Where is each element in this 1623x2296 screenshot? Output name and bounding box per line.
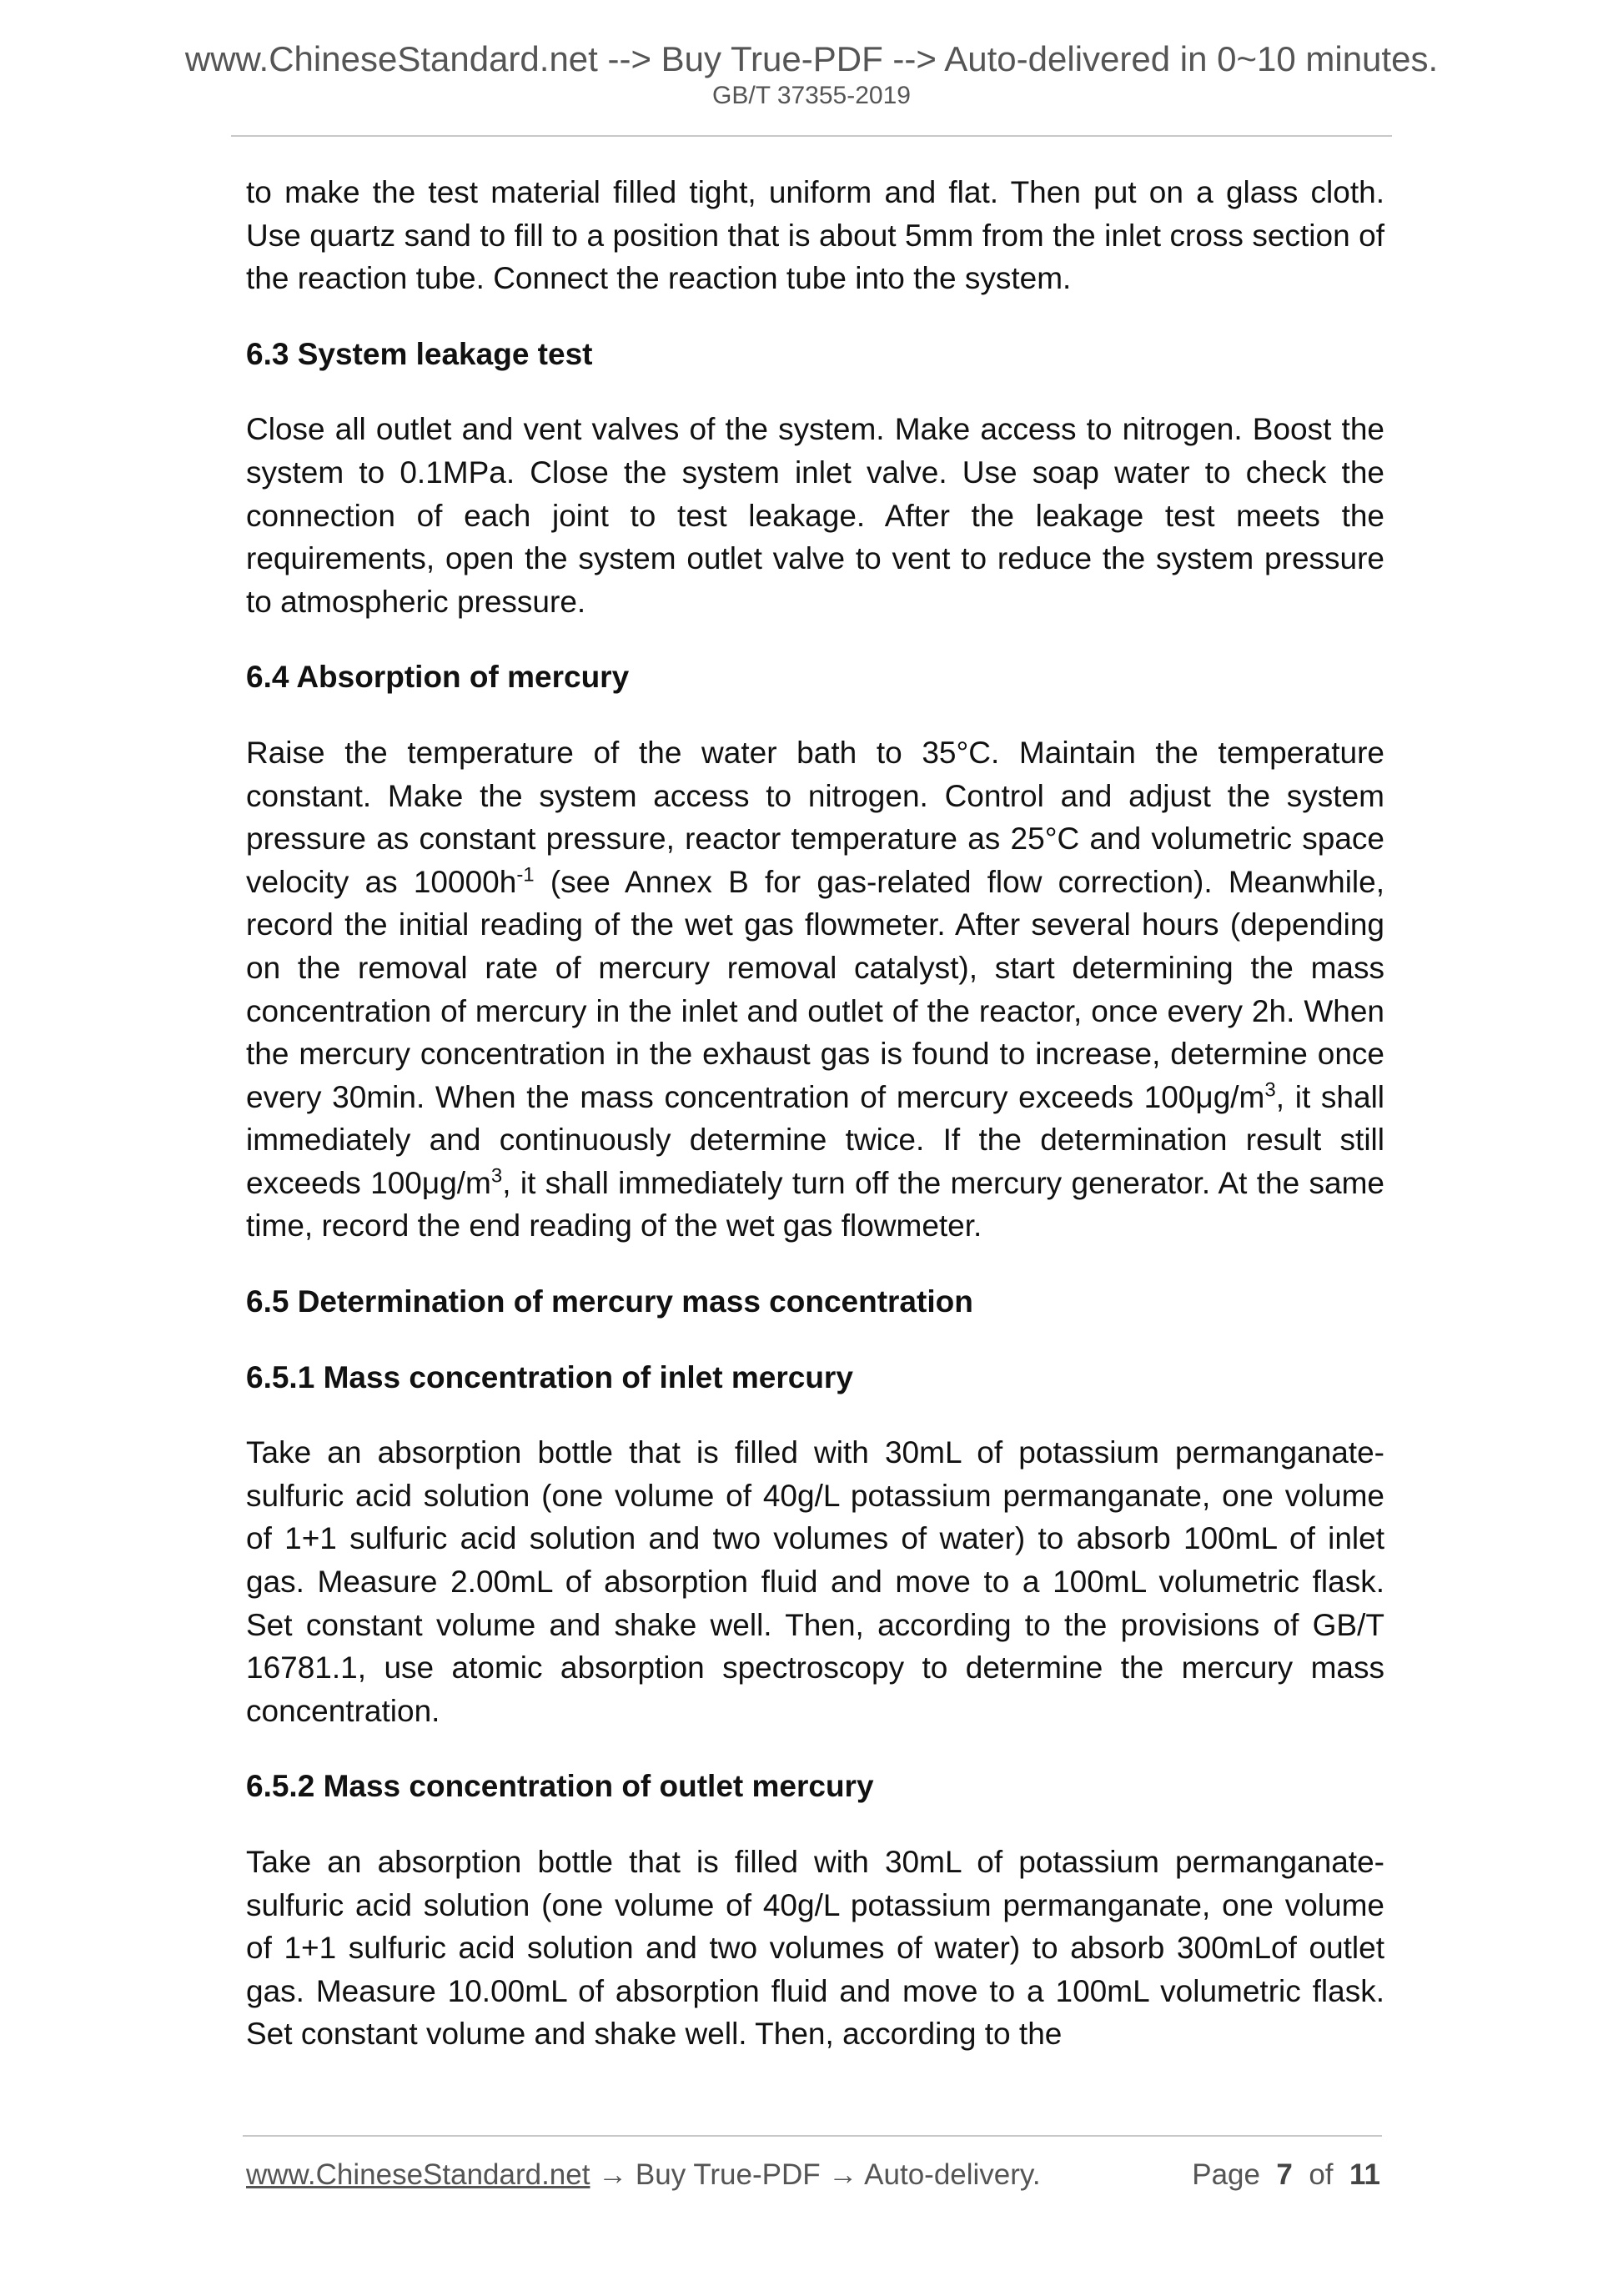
page-indicator: [1192, 2160, 1380, 2189]
text-segment: , it shall immediately and continuously determine twice. If the determination result still exceeds 100μg/m: [246, 1079, 1385, 1200]
page-footer: [246, 2160, 1380, 2189]
footer-divider: [243, 2135, 1382, 2137]
heading-6-5: 6.5 Determination of mercury mass concentration: [246, 1284, 973, 1319]
paragraph-6-3: Close all outlet and vent valves of the system. Make access to nitrogen. Boost the system to 0.1MPa. Close the system inlet valve. Use soap water to check the connection of each joint to test leakage. After the leakage test meets the requirements, open the system outlet valve to vent to reduce the system pressure to atmospheric pressure.: [246, 412, 1384, 619]
footer-tagline: → Buy True-PDF → Auto-delivery.: [590, 2158, 1041, 2191]
header-divider: [231, 135, 1392, 137]
heading-6-5-1: 6.5.1 Mass concentration of inlet mercury: [246, 1359, 853, 1394]
text-segment: Raise the temperature of the water bath to 35°C. Maintain the temperature constant. Make the system access to nitrogen. Control and adjust the system pressure as constant pressure, reactor temperature as 25°C and volumetric space velocity as 10000h: [246, 735, 1384, 899]
superscript: 3: [1264, 1078, 1276, 1102]
standard-code: GB/T 37355-2019: [712, 82, 911, 109]
heading-6-4: 6.4 Absorption of mercury: [246, 660, 630, 695]
paragraph-intro: to make the test material filled tight, uniform and flat. Then put on a glass cloth. Use quartz sand to fill to a position that is about 5mm from the inlet cross section of the reaction tube. Connect the reaction tube into the system.: [246, 175, 1384, 296]
paragraph-6-5-1: Take an absorption bottle that is filled with 30mL of potassium permanganate-sulfuric acid solution (one volume of 40g/L potassium permanganate, one volume of 1+1 sulfuric acid solution and two volumes of water) to absorb 100mL of inlet gas. Measure 2.00mL of absorption fluid and move to a 100mL volumetric flask. Set constant volume and shake well. Then, according to the provisions of GB/T 16781.1, use atomic absorption spectroscopy to determine the mercury mass concentration.: [246, 1435, 1384, 1728]
text-segment: (see Annex B for gas-related flow correction). Meanwhile, record the initial reading of the wet gas flowmeter. After several hours (depending on the removal rate of mercury removal catalyst), start determining the mass concentration of mercury in the inlet and outlet of the reactor, once every 2h. When the mercury concentration in the exhaust gas is found to increase, determine once every 30min. When the mass concentration of mercury exceeds 100μg/m: [246, 864, 1384, 1114]
text-segment: , it shall immediately turn off the mercury generator. At the same time, record the end reading of the wet gas flowmeter.: [246, 1165, 1384, 1243]
heading-6-3: 6.3 System leakage test: [246, 336, 593, 371]
page-of: of: [1309, 2158, 1334, 2191]
paragraph-6-5-2: Take an absorption bottle that is filled with 30mL of potassium permanganate-sulfuric acid solution (one volume of 40g/L potassium permanganate, one volume of 1+1 sulfuric acid solution and two volumes of water) to absorb 300mLof outlet gas. Measure 10.00mL of absorption fluid and move to a 100mL volumetric flask. Set constant volume and shake well. Then, according to the: [246, 1845, 1384, 2052]
page-total: 11: [1349, 2158, 1380, 2191]
paragraph-6-4: [246, 731, 1384, 1248]
page-label: Page: [1192, 2158, 1260, 2191]
superscript: 3: [490, 1164, 503, 1188]
heading-6-5-2: 6.5.2 Mass concentration of outlet mercury: [246, 1769, 874, 1804]
footer-site-link[interactable]: www.ChineseStandard.net: [246, 2158, 590, 2191]
superscript: -1: [516, 863, 535, 887]
document-body: [246, 171, 1384, 2056]
site-banner[interactable]: www.ChineseStandard.net --> Buy True-PDF --> Auto-delivered in 0~10 minutes.: [184, 39, 1439, 78]
page-current: 7: [1276, 2158, 1293, 2191]
